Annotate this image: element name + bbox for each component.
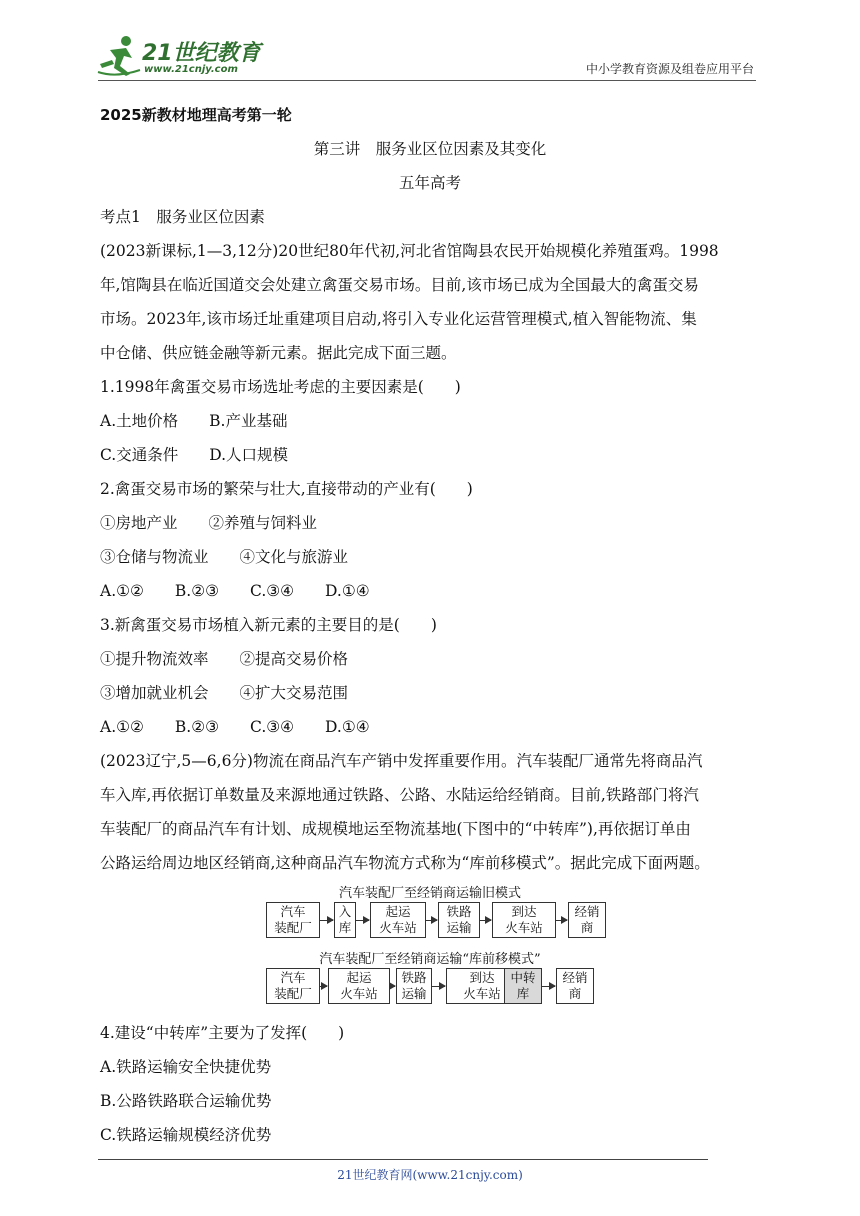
footer-text: 21世纪教育网(www.21cnjy.com) <box>337 1168 523 1182</box>
old-mode-flow-arrow <box>556 920 567 921</box>
new-mode-flow-arrow <box>320 986 327 987</box>
runner-logo-icon <box>96 34 142 78</box>
lesson-title: 第三讲 服务业区位因素及其变化 <box>313 140 547 158</box>
question-4: 4.建设“中转库”主要为了发挥( ) <box>100 1024 345 1042</box>
old-mode-step-label: 火车站 <box>505 920 543 935</box>
new-mode-step-label: 运输 <box>401 986 427 1001</box>
new-mode-step-box <box>396 968 432 1004</box>
new-mode-step-label: 经销 <box>562 970 588 985</box>
question-2: 2.禽蛋交易市场的繁荣与壮大,直接带动的产业有( ) <box>100 480 473 498</box>
new-mode-step-box <box>556 968 594 1004</box>
series-title: 2025新教材地理高考第一轮 <box>100 106 292 124</box>
question-3-items: ①提升物流效率 ②提高交易价格 <box>100 650 349 668</box>
logo-url: www.21cnjy.com <box>144 64 238 75</box>
new-mode-step-box <box>266 968 320 1004</box>
old-mode-step-label: 铁路 <box>446 904 472 919</box>
question-4-option: C.铁路运输规模经济优势 <box>100 1126 272 1144</box>
new-mode-step-box <box>328 968 390 1004</box>
intro-paragraph-2-line: 车装配厂的商品汽车有计划、成规模地运至物流基地(下图中的“中转库”),再依据订单由 <box>100 820 691 838</box>
new-mode-step-label: 商 <box>568 986 582 1001</box>
old-mode-step-label: 汽车 <box>280 904 306 919</box>
footer-divider <box>98 1159 708 1160</box>
new-mode-step-label: 库 <box>516 986 530 1001</box>
old-mode-flow-arrow <box>320 920 333 921</box>
question-1-options: C.交通条件 D.人口规模 <box>100 446 289 464</box>
old-mode-flow-arrow <box>426 920 437 921</box>
intro-paragraph-1-line: 市场。2023年,该市场迁址重建项目启动,将引入专业化运营管理模式,植入智能物流、集 <box>100 310 697 328</box>
old-mode-step-label: 商 <box>580 920 594 935</box>
question-3: 3.新禽蛋交易市场植入新元素的主要目的是( ) <box>100 616 437 634</box>
new-mode-flow-arrow <box>432 986 445 987</box>
page-header <box>0 0 860 84</box>
question-2-options: A.①② B.②③ C.③④ D.①④ <box>100 582 370 600</box>
new-mode-step-label: 到达 <box>469 970 495 985</box>
new-mode-step-label: 火车站 <box>463 986 501 1001</box>
new-mode-step-label: 火车站 <box>340 986 378 1001</box>
old-mode-title: 汽车装配厂至经销商运输旧模式 <box>338 886 521 901</box>
question-3-options: A.①② B.②③ C.③④ D.①④ <box>100 718 370 736</box>
document-body <box>100 98 760 1152</box>
intro-paragraph-2-line: 公路运给周边地区经销商,这种商品汽车物流方式称为“库前移模式”。据此完成下面两题。 <box>100 854 710 872</box>
intro-paragraph-2-line: (2023辽宁,5—6,6分)物流在商品汽车产销中发挥重要作用。汽车装配厂通常先将商品汽 <box>100 752 703 770</box>
old-mode-step-box <box>370 902 426 938</box>
old-mode-step-label: 火车站 <box>379 920 417 935</box>
new-mode-flow-arrow <box>542 986 555 987</box>
old-mode-step-box <box>334 902 356 938</box>
old-mode-step-box <box>492 902 556 938</box>
platform-name: 中小学教育资源及组卷应用平台 <box>585 62 754 76</box>
logo-text: 21世纪教育 <box>142 41 261 66</box>
question-4-option: A.铁路运输安全快捷优势 <box>100 1058 272 1076</box>
old-mode-flow-arrow <box>356 920 369 921</box>
question-1-options: A.土地价格 B.产业基础 <box>100 412 288 430</box>
new-mode-step-label: 汽车 <box>280 970 306 985</box>
old-mode-step-box <box>266 902 320 938</box>
old-mode-step-label: 库 <box>338 920 352 935</box>
logistics-flow-diagram <box>100 882 760 1016</box>
intro-paragraph-1-line: (2023新课标,1—3,12分)20世纪80年代初,河北省馆陶县农民开始规模化养殖蛋鸡。1998 <box>100 242 719 260</box>
section-title: 五年高考 <box>398 174 461 192</box>
old-mode-step-label: 起运 <box>385 904 411 919</box>
old-mode-step-label: 到达 <box>511 904 537 919</box>
new-mode-step-label: 铁路 <box>401 970 427 985</box>
new-mode-step-box <box>504 968 542 1004</box>
old-mode-flow-arrow <box>480 920 491 921</box>
intro-paragraph-1-line: 年,馆陶县在临近国道交会处建立禽蛋交易市场。目前,该市场已成为全国最大的禽蛋交易 <box>100 276 699 294</box>
question-4-option: B.公路铁路联合运输优势 <box>100 1092 272 1110</box>
question-2-items: ③仓储与物流业 ④文化与旅游业 <box>100 548 349 566</box>
old-mode-step-label: 装配厂 <box>274 920 312 935</box>
old-mode-step-label: 入 <box>338 904 352 919</box>
intro-paragraph-2-line: 车入库,再依据订单数量及来源地通过铁路、公路、水陆运给经销商。目前,铁路部门将汽 <box>100 786 699 804</box>
old-mode-step-box <box>568 902 606 938</box>
old-mode-step-box <box>438 902 480 938</box>
new-mode-step-label: 中转 <box>510 970 536 985</box>
new-mode-flow-arrow <box>390 986 395 987</box>
old-mode-step-label: 运输 <box>446 920 472 935</box>
new-mode-step-label: 起运 <box>346 970 372 985</box>
new-mode-step-label: 装配厂 <box>274 986 312 1001</box>
header-divider <box>98 80 756 81</box>
question-2-items: ①房地产业 ②养殖与饲料业 <box>100 514 318 532</box>
question-3-items: ③增加就业机会 ④扩大交易范围 <box>100 684 349 702</box>
question-1: 1.1998年禽蛋交易市场选址考虑的主要因素是( ) <box>100 378 461 396</box>
intro-paragraph-1-line: 中仓储、供应链金融等新元素。据此完成下面三题。 <box>100 344 457 362</box>
old-mode-step-label: 经销 <box>574 904 600 919</box>
logo <box>96 34 266 78</box>
new-mode-title: 汽车装配厂至经销商运输“库前移模式” <box>319 952 541 967</box>
topic-heading: 考点1 服务业区位因素 <box>100 208 265 226</box>
